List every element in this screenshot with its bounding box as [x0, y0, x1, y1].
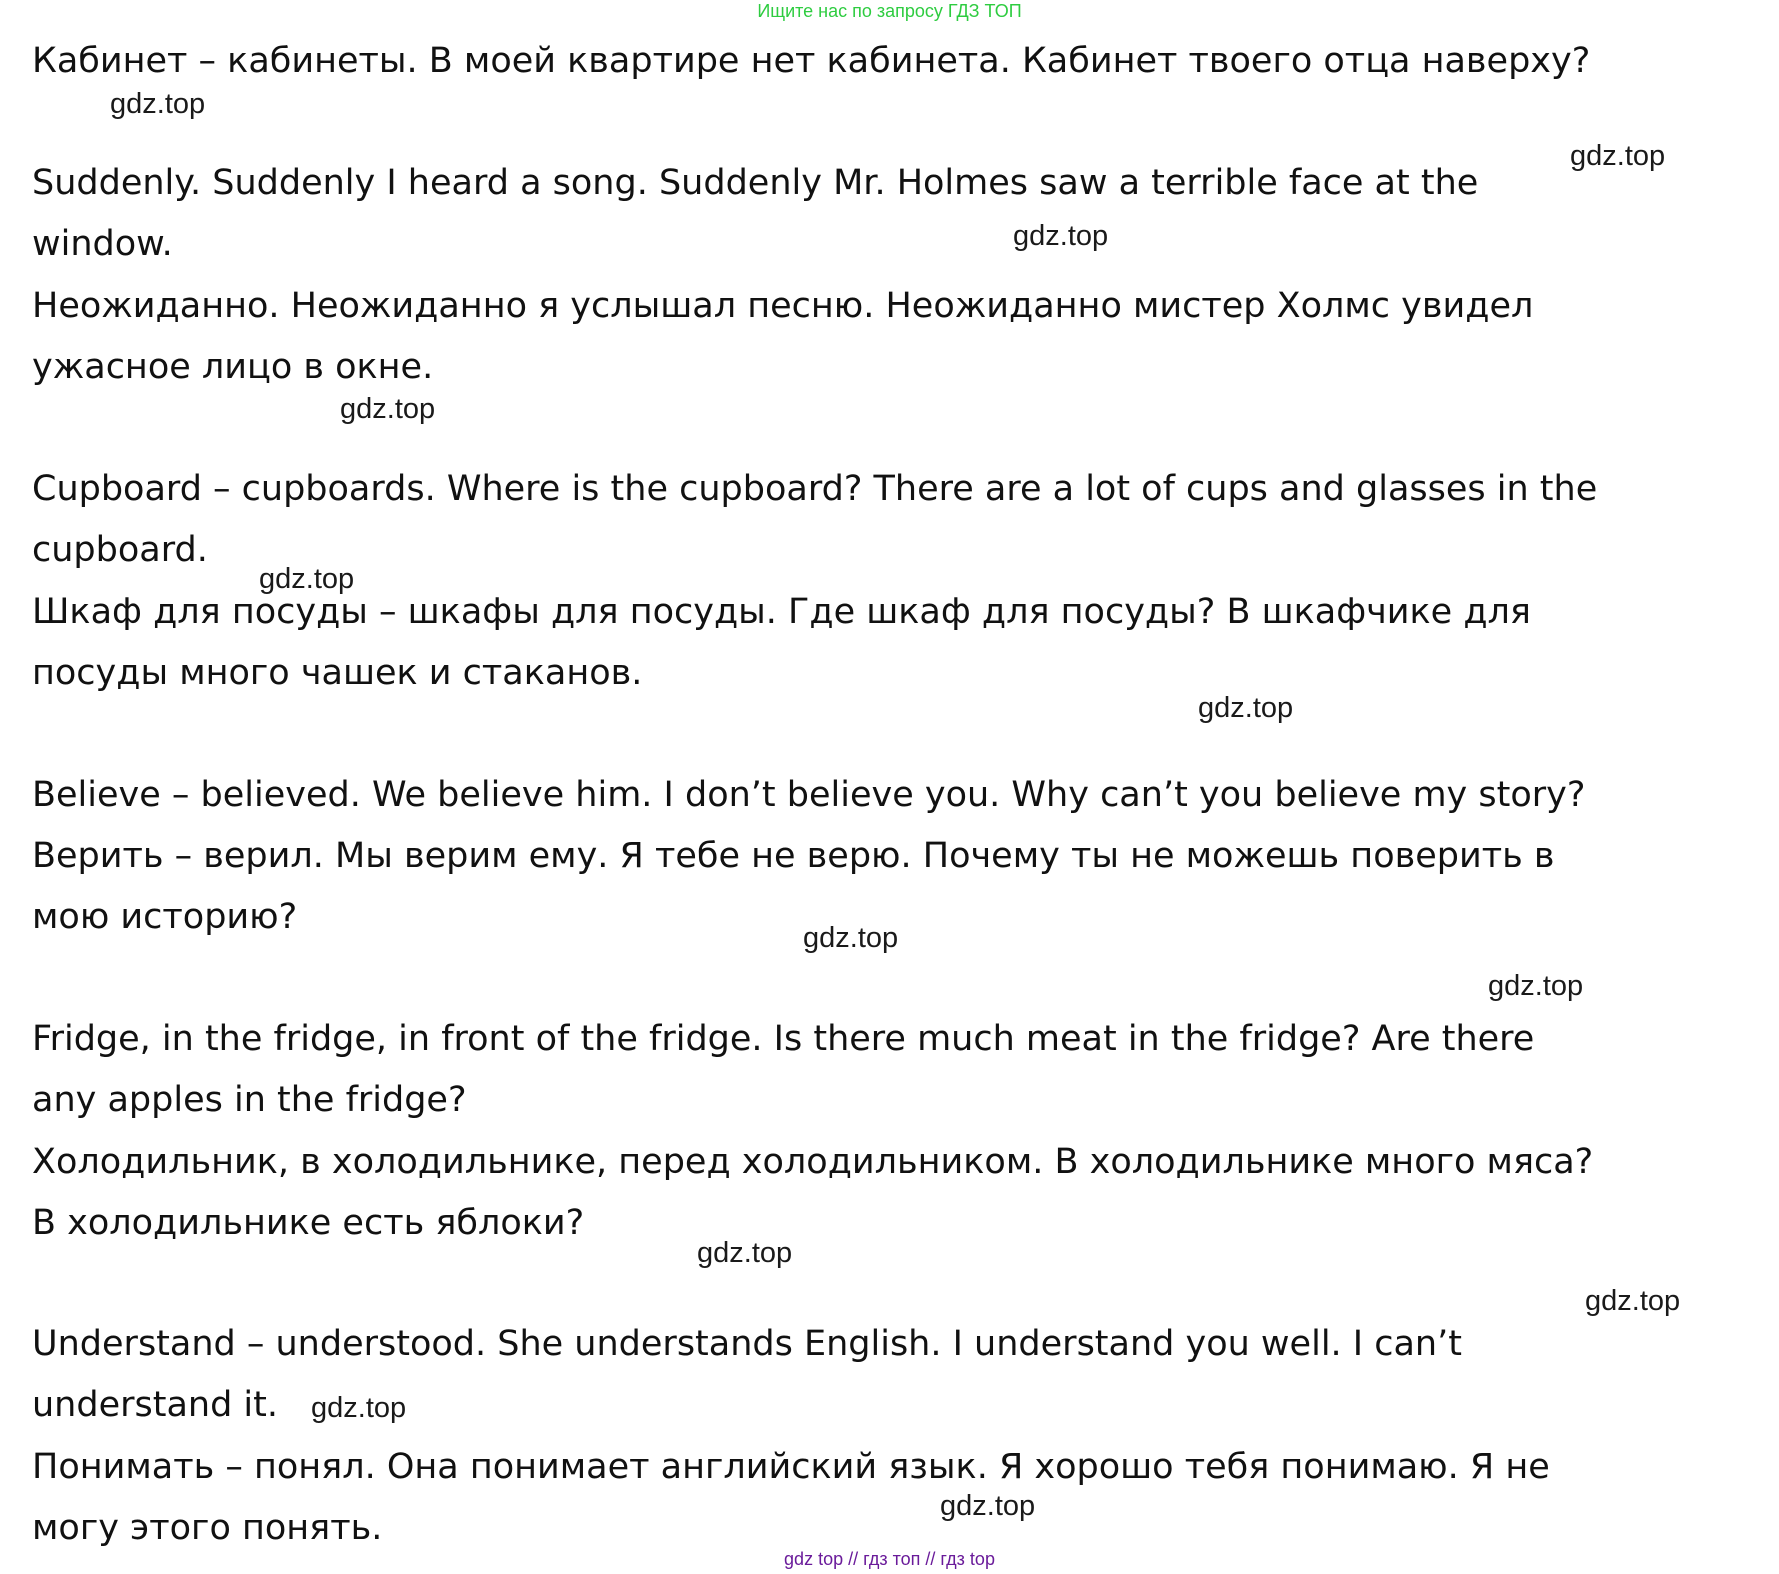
watermark: gdz.top	[1585, 1285, 1681, 1317]
text-line-fridge-en-1: Fridge, in the fridge, in front of the fridge. Is there much meat in the fridge? Are there	[32, 1019, 1535, 1059]
watermark: gdz.top	[110, 88, 206, 120]
text-line-cupboard-ru-1: Шкаф для посуды – шкафы для посуды. Где шкаф для посуды? В шкафчике для	[32, 592, 1531, 632]
text-line-believe-ru-1: Верить – верил. Мы верим ему. Я тебе не верю. Почему ты не можешь поверить в	[32, 836, 1555, 876]
text-line-suddenly-en-2: window.	[32, 224, 173, 264]
text-line-suddenly-ru-1: Неожиданно. Неожиданно я услышал песню. Неожиданно мистер Холмс увидел	[32, 286, 1534, 326]
watermark: gdz.top	[1488, 970, 1584, 1002]
text-line-fridge-ru-1: Холодильник, в холодильнике, перед холодильником. В холодильнике много мяса?	[32, 1142, 1594, 1182]
watermark: gdz.top	[311, 1392, 407, 1424]
text-line-understand-en-1: Understand – understood. She understands English. I understand you well. I can’t	[32, 1324, 1462, 1364]
text-line-suddenly-en-1: Suddenly. Suddenly I heard a song. Suddenly Mr. Holmes saw a terrible face at the	[32, 163, 1479, 203]
text-line-believe-ru-2: мою историю?	[32, 897, 298, 937]
text-line-study-ru: Кабинет – кабинеты. В моей квартире нет кабинета. Кабинет твоего отца наверху?	[32, 41, 1591, 81]
watermark: gdz.top	[1570, 140, 1666, 172]
watermark: gdz.top	[697, 1237, 793, 1269]
text-line-cupboard-en-1: Cupboard – cupboards. Where is the cupboard? There are a lot of cups and glasses in the	[32, 469, 1598, 509]
text-line-fridge-en-2: any apples in the fridge?	[32, 1080, 467, 1120]
watermark: gdz.top	[1198, 692, 1294, 724]
search-hint-banner: Ищите нас по запросу ГДЗ ТОП	[757, 1, 1022, 21]
text-line-believe-en: Believe – believed. We believe him. I don’t believe you. Why can’t you believe my story?	[32, 775, 1586, 815]
text-line-cupboard-ru-2: посуды много чашек и стаканов.	[32, 653, 643, 693]
watermark: gdz.top	[803, 922, 899, 954]
text-line-suddenly-ru-2: ужасное лицо в окне.	[32, 347, 434, 387]
text-line-understand-ru-2: могу этого понять.	[32, 1508, 383, 1548]
watermark: gdz.top	[1013, 220, 1109, 252]
text-line-fridge-ru-2: В холодильнике есть яблоки?	[32, 1203, 585, 1243]
watermark: gdz.top	[940, 1490, 1036, 1522]
text-line-understand-en-2: understand it.	[32, 1385, 279, 1425]
footer-watermark: gdz top // гдз топ // гдз top	[784, 1549, 995, 1569]
text-line-cupboard-en-2: cupboard.	[32, 530, 208, 570]
text-line-understand-ru-1: Понимать – понял. Она понимает английский язык. Я хорошо тебя понимаю. Я не	[32, 1447, 1550, 1487]
watermark: gdz.top	[259, 563, 355, 595]
watermark: gdz.top	[340, 393, 436, 425]
